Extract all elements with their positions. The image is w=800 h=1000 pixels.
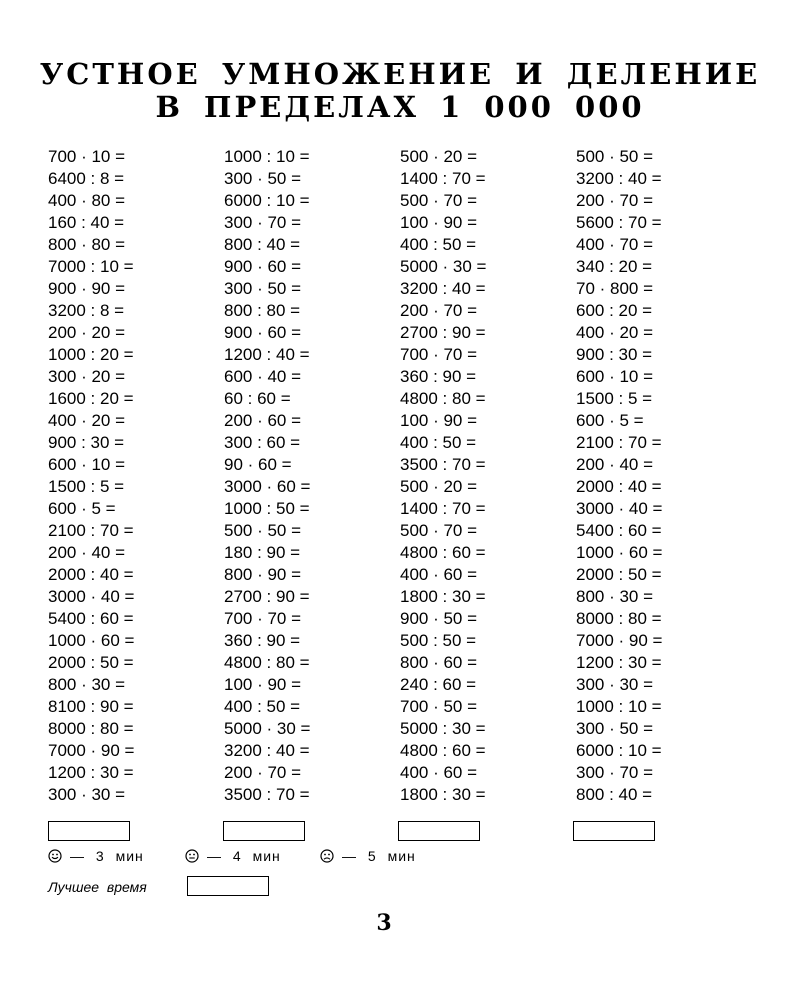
- exercise-item: 1200 : 30 =: [48, 763, 134, 782]
- exercise-item: 700 · 70 =: [224, 609, 302, 628]
- best-time-box[interactable]: [187, 876, 269, 896]
- exercise-item: 700 · 70 =: [400, 345, 478, 364]
- exercise-item: 2700 : 90 =: [400, 323, 486, 342]
- exercise-item: 2000 : 40 =: [576, 477, 662, 496]
- exercise-item: 100 · 90 =: [400, 411, 478, 430]
- exercise-item: 500 · 70 =: [400, 521, 478, 540]
- exercise-item: 180 : 90 =: [224, 543, 301, 562]
- best-time-label: Лучшее время: [48, 879, 147, 895]
- exercise-item: 500 · 50 =: [576, 147, 654, 166]
- exercise-item: 800 · 30 =: [576, 587, 654, 606]
- exercise-item: 600 · 10 =: [576, 367, 654, 386]
- exercise-item: 7000 · 90 =: [576, 631, 663, 650]
- exercise-item: 3200 : 8 =: [48, 301, 125, 320]
- exercise-item: 900 : 30 =: [576, 345, 653, 364]
- exercise-item: 1500 : 5 =: [576, 389, 653, 408]
- exercise-item: 500 : 50 =: [400, 631, 477, 650]
- exercise-item: 800 : 80 =: [224, 301, 301, 320]
- exercise-item: 6000 : 10 =: [224, 191, 310, 210]
- exercise-item: 7000 : 10 =: [48, 257, 134, 276]
- exercise-item: 800 · 80 =: [48, 235, 126, 254]
- exercise-item: 5600 : 70 =: [576, 213, 662, 232]
- time-box-column-2[interactable]: [223, 821, 305, 841]
- exercise-item: 500 · 20 =: [400, 147, 478, 166]
- exercise-item: 700 · 50 =: [400, 697, 478, 716]
- legend-neutral: [185, 848, 281, 864]
- exercise-item: 400 · 70 =: [576, 235, 654, 254]
- exercise-item: 8000 : 80 =: [48, 719, 134, 738]
- exercise-item: 100 · 90 =: [224, 675, 302, 694]
- exercise-item: 300 · 30 =: [48, 785, 126, 804]
- exercise-item: 300 · 50 =: [576, 719, 654, 738]
- exercise-item: 200 · 40 =: [48, 543, 126, 562]
- exercise-item: 400 : 50 =: [400, 433, 477, 452]
- legend-sad-text: — 5 мин: [342, 848, 416, 864]
- exercise-item: 2700 : 90 =: [224, 587, 310, 606]
- exercise-item: 300 · 70 =: [576, 763, 654, 782]
- exercise-item: 3200 : 40 =: [400, 279, 486, 298]
- exercise-item: 800 : 40 =: [576, 785, 653, 804]
- exercise-item: 800 · 90 =: [224, 565, 302, 584]
- exercise-item: 400 · 20 =: [48, 411, 126, 430]
- exercise-item: 800 · 30 =: [48, 675, 126, 694]
- exercise-item: 1000 : 50 =: [224, 499, 310, 518]
- exercise-item: 200 · 70 =: [400, 301, 478, 320]
- exercise-item: 3000 · 60 =: [224, 477, 311, 496]
- page-number: 3: [376, 910, 392, 936]
- exercise-item: 5000 · 30 =: [400, 257, 487, 276]
- legend-sad: [320, 848, 416, 864]
- exercise-item: 300 · 50 =: [224, 169, 302, 188]
- exercise-item: 200 · 60 =: [224, 411, 302, 430]
- exercise-item: 3500 : 70 =: [224, 785, 310, 804]
- exercise-item: 3000 · 40 =: [48, 587, 135, 606]
- exercise-item: 6400 : 8 =: [48, 169, 125, 188]
- exercise-item: 1000 · 60 =: [576, 543, 663, 562]
- exercise-item: 200 · 70 =: [576, 191, 654, 210]
- exercise-item: 800 · 60 =: [400, 653, 478, 672]
- exercise-item: 4800 : 60 =: [400, 741, 486, 760]
- exercise-item: 600 · 5 =: [48, 499, 116, 518]
- exercise-item: 340 : 20 =: [576, 257, 653, 276]
- exercise-item: 200 · 40 =: [576, 455, 654, 474]
- exercise-item: 60 : 60 =: [224, 389, 291, 408]
- exercise-item: 1000 : 10 =: [576, 697, 662, 716]
- exercise-item: 600 · 40 =: [224, 367, 302, 386]
- smiley-sad-icon: [320, 849, 334, 863]
- exercise-item: 1800 : 30 =: [400, 587, 486, 606]
- exercise-item: 6000 : 10 =: [576, 741, 662, 760]
- smiley-neutral-icon: [185, 849, 199, 863]
- legend-happy: [48, 848, 144, 864]
- exercise-item: 3200 : 40 =: [224, 741, 310, 760]
- exercise-item: 400 : 50 =: [400, 235, 477, 254]
- exercise-item: 1500 : 5 =: [48, 477, 125, 496]
- page-title-line-2: В ПРЕДЕЛАХ 1 000 000: [155, 90, 645, 124]
- exercise-column-3: [400, 146, 575, 806]
- smiley-happy-icon: [48, 849, 62, 863]
- exercise-item: 400 · 80 =: [48, 191, 126, 210]
- exercise-item: 70 · 800 =: [576, 279, 654, 298]
- exercise-item: 900 : 30 =: [48, 433, 125, 452]
- exercise-item: 2000 : 50 =: [48, 653, 134, 672]
- exercise-item: 1000 · 60 =: [48, 631, 135, 650]
- exercise-item: 4800 : 80 =: [400, 389, 486, 408]
- exercise-item: 500 · 20 =: [400, 477, 478, 496]
- exercise-item: 2000 : 50 =: [576, 565, 662, 584]
- exercise-item: 400 · 60 =: [400, 763, 478, 782]
- exercise-item: 300 · 30 =: [576, 675, 654, 694]
- time-box-column-1[interactable]: [48, 821, 130, 841]
- exercise-item: 300 · 50 =: [224, 279, 302, 298]
- exercise-column-2: [224, 146, 399, 806]
- exercise-item: 1400 : 70 =: [400, 169, 486, 188]
- exercise-item: 600 · 5 =: [576, 411, 644, 430]
- exercise-column-1: [48, 146, 223, 806]
- exercise-item: 7000 · 90 =: [48, 741, 135, 760]
- time-box-column-3[interactable]: [398, 821, 480, 841]
- exercise-item: 300 : 60 =: [224, 433, 301, 452]
- legend-neutral-text: — 4 мин: [207, 848, 281, 864]
- exercise-item: 300 · 70 =: [224, 213, 302, 232]
- exercise-item: 240 : 60 =: [400, 675, 477, 694]
- exercise-item: 400 : 50 =: [224, 697, 301, 716]
- exercise-item: 1400 : 70 =: [400, 499, 486, 518]
- exercise-item: 900 · 60 =: [224, 257, 302, 276]
- exercise-item: 400 · 60 =: [400, 565, 478, 584]
- exercise-item: 5000 · 30 =: [224, 719, 311, 738]
- exercise-item: 5400 : 60 =: [576, 521, 662, 540]
- exercise-item: 8000 : 80 =: [576, 609, 662, 628]
- exercise-item: 900 · 50 =: [400, 609, 478, 628]
- exercise-item: 1600 : 20 =: [48, 389, 134, 408]
- exercise-item: 1000 : 10 =: [224, 147, 310, 166]
- exercise-item: 600 : 20 =: [576, 301, 653, 320]
- exercise-item: 3500 : 70 =: [400, 455, 486, 474]
- exercise-item: 90 · 60 =: [224, 455, 292, 474]
- exercise-item: 1000 : 20 =: [48, 345, 134, 364]
- exercise-item: 200 · 70 =: [224, 763, 302, 782]
- exercise-item: 4800 : 80 =: [224, 653, 310, 672]
- exercise-item: 400 · 20 =: [576, 323, 654, 342]
- exercise-item: 900 · 90 =: [48, 279, 126, 298]
- exercise-item: 5000 : 30 =: [400, 719, 486, 738]
- exercise-item: 3000 · 40 =: [576, 499, 663, 518]
- exercise-item: 1200 : 40 =: [224, 345, 310, 364]
- exercise-item: 4800 : 60 =: [400, 543, 486, 562]
- exercise-item: 800 : 40 =: [224, 235, 301, 254]
- exercise-item: 600 · 10 =: [48, 455, 126, 474]
- exercise-item: 5400 : 60 =: [48, 609, 134, 628]
- exercise-item: 360 : 90 =: [400, 367, 477, 386]
- exercise-item: 360 : 90 =: [224, 631, 301, 650]
- exercise-item: 2000 : 40 =: [48, 565, 134, 584]
- page-title-line-1: УСТНОЕ УМНОЖЕНИЕ И ДЕЛЕНИЕ: [39, 57, 761, 91]
- exercise-item: 200 · 20 =: [48, 323, 126, 342]
- exercise-item: 160 : 40 =: [48, 213, 125, 232]
- exercise-item: 300 · 20 =: [48, 367, 126, 386]
- exercise-item: 3200 : 40 =: [576, 169, 662, 188]
- exercise-item: 2100 : 70 =: [48, 521, 134, 540]
- exercise-item: 500 · 70 =: [400, 191, 478, 210]
- exercise-item: 900 · 60 =: [224, 323, 302, 342]
- exercise-item: 2100 : 70 =: [576, 433, 662, 452]
- exercise-item: 1200 : 30 =: [576, 653, 662, 672]
- exercise-item: 1800 : 30 =: [400, 785, 486, 804]
- exercise-item: 700 · 10 =: [48, 147, 126, 166]
- exercise-item: 500 · 50 =: [224, 521, 302, 540]
- time-box-column-4[interactable]: [573, 821, 655, 841]
- exercise-column-4: [576, 146, 751, 806]
- legend-happy-text: — 3 мин: [70, 848, 144, 864]
- exercise-item: 8100 : 90 =: [48, 697, 134, 716]
- exercise-item: 100 · 90 =: [400, 213, 478, 232]
